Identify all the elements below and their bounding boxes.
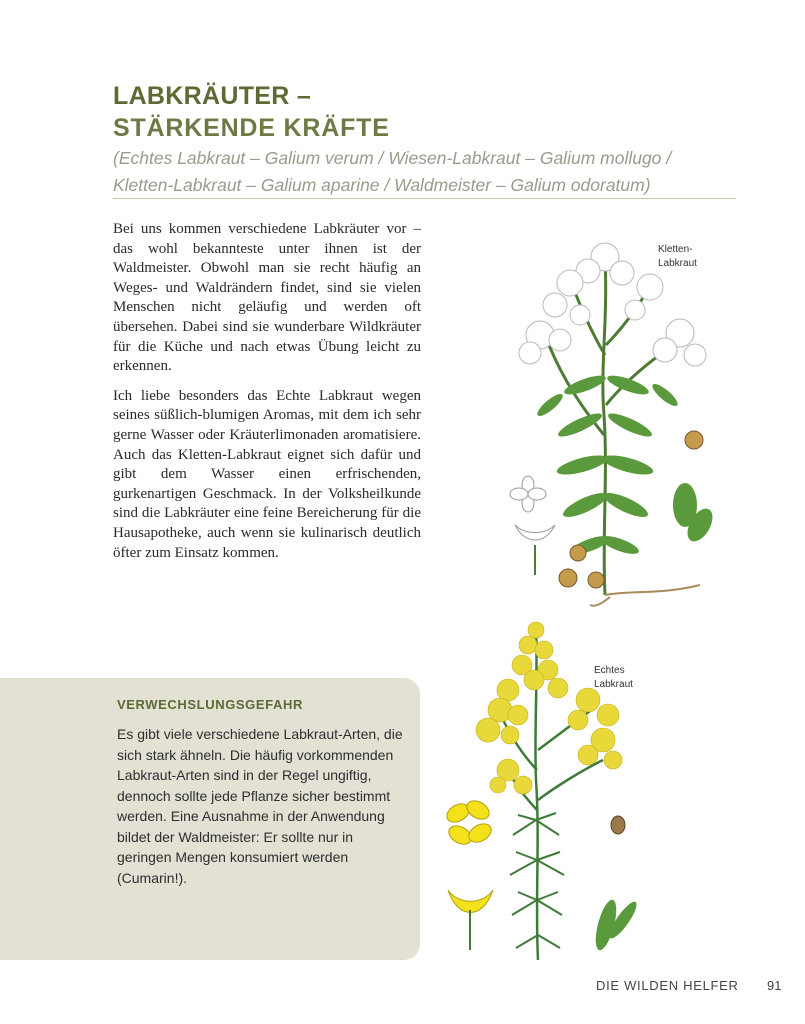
warning-box-text: Es gibt viele verschiedene Labkraut-Arten, die sich stark ähneln. Die häufig vorkommenden Labkraut-Arten sind in der Regel ungiftig, dennoch sollte jede Pflanze sicher bestimmt werden. Eine Ausnahme in der Anwendung bildet der Waldmeister: Er sollte nur in geringen Mengen konsumiert werden (Cumarin!). [117,726,403,886]
page-subtitle: STÄRKENDE KRÄFTE [113,114,390,142]
page-number: 91 [767,978,782,993]
body-text [113,220,421,573]
footer-section-title: DIE WILDEN HELFER [596,978,739,993]
warning-box-title: VERWECHSLUNGSGEFAHR [117,697,303,712]
paragraph-2: Ich liebe besonders das Echte Labkraut wegen seines süßlich-blumigen Aromas, mit dem ich sehr gerne Wasser oder Kräuterlimonaden aromatisiere. Auch das Kletten-Labkraut eignet sich dafür und gibt dem Wasser einen erfrischenden, gurkenartigen Geschmack. In der Volksheilkunde sind die Labkräuter eine feine Bereicherung für die Hausapotheke, auch wenn sie kulinarisch deutlich öfter zum Einsatz kommen. [113,387,421,561]
figure-label-kletten: Kletten- Labkraut [658,244,697,269]
species-line-2: Kletten-Labkraut – Galium aparine / Waldmeister – Galium odoratum) [113,175,651,195]
header-divider [113,198,736,199]
page-title: LABKRÄUTER – [113,82,312,110]
figure-label-echtes: Echtes Labkraut [594,665,633,690]
paragraph-1: Bei uns kommen verschiedene Labkräuter vor – das wohl bekannteste unter ihnen ist der Waldmeister. Obwohl man sie recht häufig an Weges- und Waldrändern findet, sind sie vielen Menschen nicht geläufig und werden oft übersehen. Dabei sind sie wunderbare Wildkräuter für die Küche und nach etwas Übung leicht zu erkennen. [113,221,421,375]
kletten-labkraut-illustration [500,235,720,610]
species-list [113,145,753,199]
species-line-1: (Echtes Labkraut – Galium verum / Wiesen-Labkraut – Galium mollugo / [113,148,672,168]
